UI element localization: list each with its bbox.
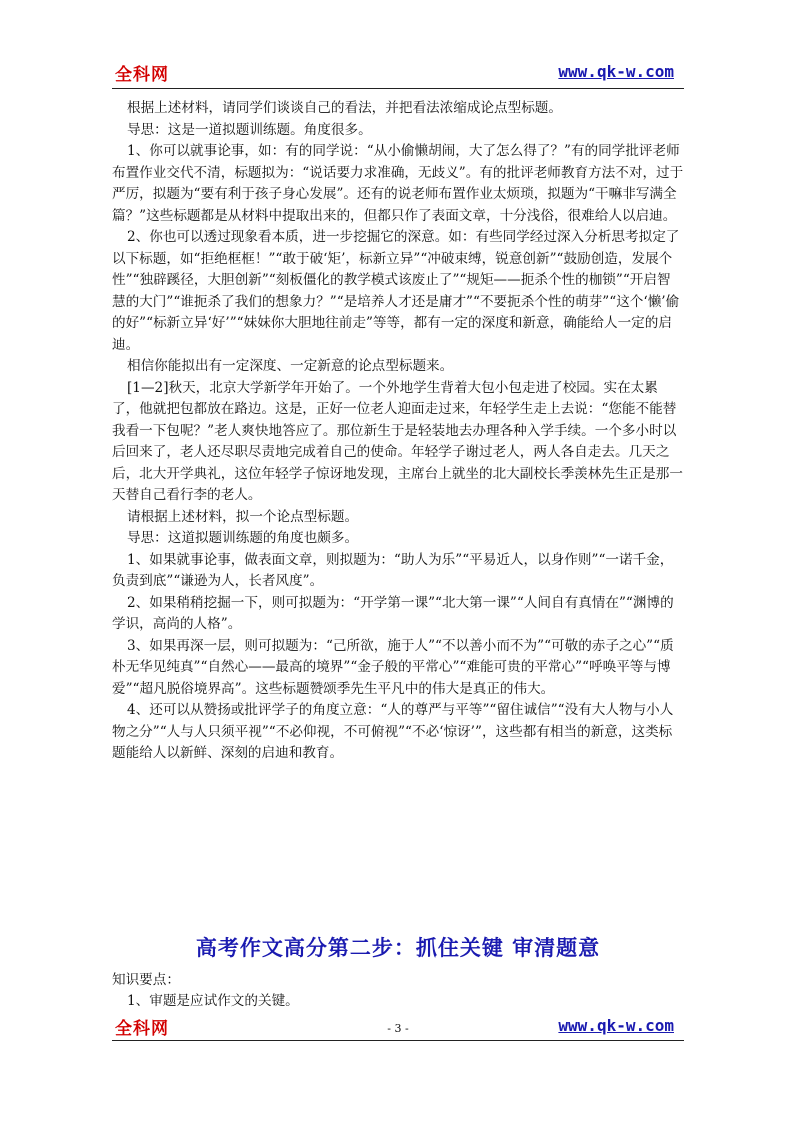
paragraph: 导思：这是一道拟题训练题。角度很多。 (127, 121, 372, 138)
knowledge-label: 知识要点： (112, 972, 180, 988)
page-header (112, 60, 684, 89)
footer-brand: 全科网 (115, 1019, 169, 1039)
footer-url-link[interactable]: www.qk-w.com (558, 1016, 674, 1035)
paragraph: 2、你也可以透过现象看本质，进一步挖掘它的深意。如：有些同学经过深入分析思考拟定了以下标题，如“拒绝框框！”“敢于破‘矩’，标新立异”“冲破束缚，锐意创新”“鼓励创造，发展个性”“独辟蹊径，大胆创新”“刻板僵化的教学模式该废止了”“规矩——扼杀个性的枷锁”“开启智慧的大门”“谁扼杀了我们的想象力？”“是培养人才还是庸才”“不要扼杀个性的萌芽”“这个‘懒’偷的好”“标新立异‘好’”“妹妹你大胆地往前走”等等，都有一定的深度和新意，确能给人一定的启迪。 (112, 229, 680, 353)
paragraph: 1、你可以就事论事，如：有的同学说：“从小偷懒胡闹，大了怎么得了？”有的同学批评老师布置作业交代不清，标题拟为：“说话要力求准确，无歧义”。有的批评老师教育方法不对，过于严厉，拟题为“要有利于孩子身心发展”。还有的说老师布置作业太烦琐，拟题为“干嘛非写满全篇？”这些标题都是从材料中提取出来的，但都只作了表面文章，十分浅俗，很难给人以启迪。 (112, 143, 684, 224)
paragraph: 1、如果就事论事，做表面文章，则拟题为：“助人为乐”“平易近人，以身作则”“一诺千金，负责到底”“谦逊为人，长者风度”。 (112, 551, 674, 589)
paragraph: 2、如果稍稍挖掘一下，则可拟题为：“开学第一课”“北大第一课”“人间自有真情在”“渊博的学识，高尚的人格”。 (112, 594, 674, 632)
page-footer (112, 1014, 684, 1041)
paragraph: 相信你能拟出有一定深度、一定新意的论点型标题来。 (127, 358, 454, 374)
paragraph: 导思：这道拟题训练题的角度也颇多。 (127, 530, 359, 546)
paragraph: [1—2]秋天，北京大学新学年开始了。一个外地学生背着大包小包走进了校园。实在太累了，他就把包都放在路边。这是，正好一位老人迎面走过来，年轻学生走上去说：“您能不能替我看一下包呢？”老人爽快地答应了。那位新生于是轻装地去办理各种入学手续。一个多小时以后回来了，老人还尽职尽责地完成着自己的使命。年轻学子谢过老人，两人各自走去。几天之后，北大开学典礼，这位年轻学子惊讶地发现，主席台上就坐的北大副校长季羡林先生正是那一天替自己看行李的老人。 (112, 379, 683, 503)
page-number: - 3 - (387, 1022, 409, 1035)
paragraph: 4、还可以从赞扬或批评学子的角度立意：“人的尊严与平等”“留住诚信”“没有大人物与小人物之分”“人与人只须平视”“不必仰视，不可俯视”“不必‘惊讶’”，这些都有相当的新意，这类标题能给人以新鲜、深刻的启迪和教育。 (112, 702, 674, 761)
document-body (112, 98, 684, 765)
paragraph: 请根据上述材料，拟一个论点型标题。 (127, 508, 359, 525)
knowledge-item: 1、审题是应试作文的关键。 (127, 993, 299, 1009)
header-url-link[interactable]: www.qk-w.com (558, 62, 674, 81)
knowledge-points (112, 970, 684, 1012)
header-brand: 全科网 (115, 65, 169, 85)
paragraph: 3、如果再深一层，则可拟题为：“己所欲，施于人”“不以善小而不为”“可敬的赤子之心”“质朴无华见纯真”“自然心——最高的境界”“金子般的平常心”“难能可贵的平常心”“呼唤平等与博爱”“超凡脱俗境界高”。这些标题赞颂季先生平凡中的伟大是真正的伟大。 (112, 637, 674, 697)
paragraph: 根据上述材料，请同学们谈谈自己的看法，并把看法浓缩成论点型标题。 (127, 100, 562, 116)
section-title: 高考作文高分第二步：抓住关键 审清题意 (195, 935, 601, 960)
